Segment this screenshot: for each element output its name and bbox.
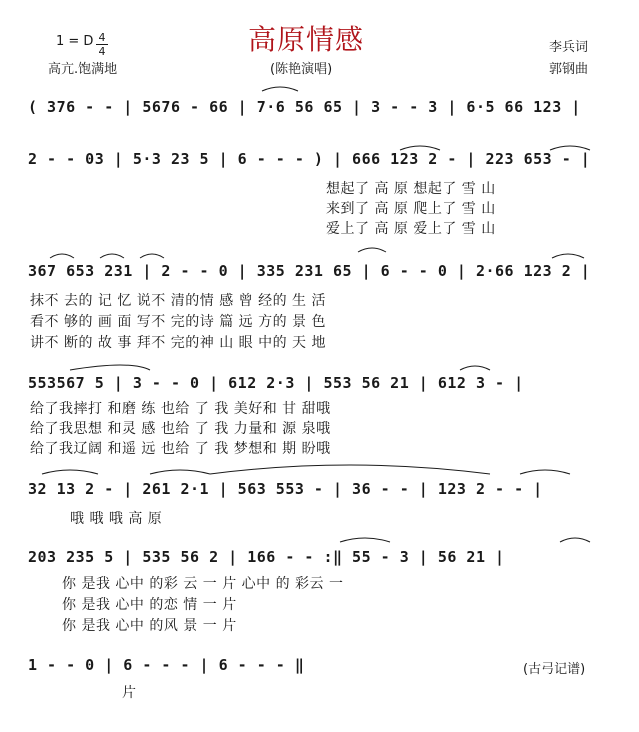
slur xyxy=(150,470,210,474)
slur xyxy=(100,254,124,258)
lyric-line-4-verse-3: 给了我辽阔 和遥 远 也给 了 我 梦想和 期 盼哦 xyxy=(30,441,331,457)
slur xyxy=(552,254,584,258)
score-line-7: 1 - - 0 | 6 - - - | 6 - - - ‖ xyxy=(28,656,305,674)
time-denominator: 4 xyxy=(98,45,106,58)
lyricist: 李兵词 xyxy=(549,40,589,55)
slur xyxy=(340,538,390,542)
slur xyxy=(42,470,98,474)
lyric-line-3-verse-3: 讲不 断的 故 事 拜不 完的神 山 眼 中的 天 地 xyxy=(30,335,327,351)
slur xyxy=(262,87,298,91)
lyric-line-6-verse-3: 你 是我 心中 的风 景 一 片 xyxy=(62,618,237,634)
lyric-line-6-verse-2: 你 是我 心中 的恋 情 一 片 xyxy=(62,597,237,613)
time-numerator: 4 xyxy=(98,31,106,44)
score-line-6: 203 235 5 | 535 56 2 | 166 - - :‖ 55 - 3 | 56 21 | xyxy=(28,548,505,566)
slur xyxy=(520,470,570,474)
slur xyxy=(358,248,386,252)
lyric-line-4-verse-2: 给了我思想 和灵 感 也给 了 我 力量和 源 泉哦 xyxy=(30,421,331,437)
lyric-line-6-verse-1: 你 是我 心中 的彩 云 一 片 心中 的 彩云 一 xyxy=(62,576,344,592)
performer: (陈艳演唱) xyxy=(270,62,333,77)
lyric-line-4-verse-1: 给了我摔打 和磨 练 也给 了 我 美好和 甘 甜哦 xyxy=(30,401,331,417)
score-line-5: 32 13 2 - | 261 2·1 | 563 553 - | 36 - - | 123 2 - - | xyxy=(28,480,543,498)
song-title: 高原情感 xyxy=(248,23,365,56)
score-line-4: 553567 5 | 3 - - 0 | 612 2·3 | 553 56 21 | 612 3 - | xyxy=(28,374,524,392)
lyric-line-2-verse-1: 想起了 高 原 想起了 雪 山 xyxy=(326,181,496,197)
score-line-1: ( 376 - - | 5676 - 66 | 7·6 56 65 | 3 - - 3 | 6·5 66 123 | xyxy=(28,98,581,116)
slur xyxy=(70,365,150,370)
tempo-marking: 高亢.饱满地 xyxy=(48,62,118,77)
transcriber-note: (古弓记谱) xyxy=(523,662,586,677)
lyric-line-2-verse-3: 爱上了 高 原 爱上了 雪 山 xyxy=(326,221,496,237)
lyric-line-5-verse-1: 哦 哦 哦 高 原 xyxy=(70,511,163,527)
slur xyxy=(460,366,490,370)
score-line-2: 2 - - 03 | 5·3 23 5 | 6 - - - ) | 666 123 2 - | 223 653 - | xyxy=(28,150,591,168)
lyric-line-7-verse-1: 片 xyxy=(122,685,137,701)
lyric-line-3-verse-1: 抹不 去的 记 忆 说不 清的情 感 曾 经的 生 活 xyxy=(30,293,327,309)
slur xyxy=(210,465,490,474)
slur xyxy=(140,254,164,258)
score-line-3: 367 653 231 | 2 - - 0 | 335 231 65 | 6 - - 0 | 2·66 123 2 | xyxy=(28,262,591,280)
key-signature: 1 = D xyxy=(56,34,94,49)
composer: 郭钢曲 xyxy=(549,62,589,77)
lyric-line-3-verse-2: 看不 够的 画 面 写不 完的诗 篇 远 方的 景 色 xyxy=(30,314,327,330)
slur xyxy=(50,254,74,258)
lyric-line-2-verse-2: 来到了 高 原 爬上了 雪 山 xyxy=(326,201,496,217)
slur xyxy=(560,538,590,542)
